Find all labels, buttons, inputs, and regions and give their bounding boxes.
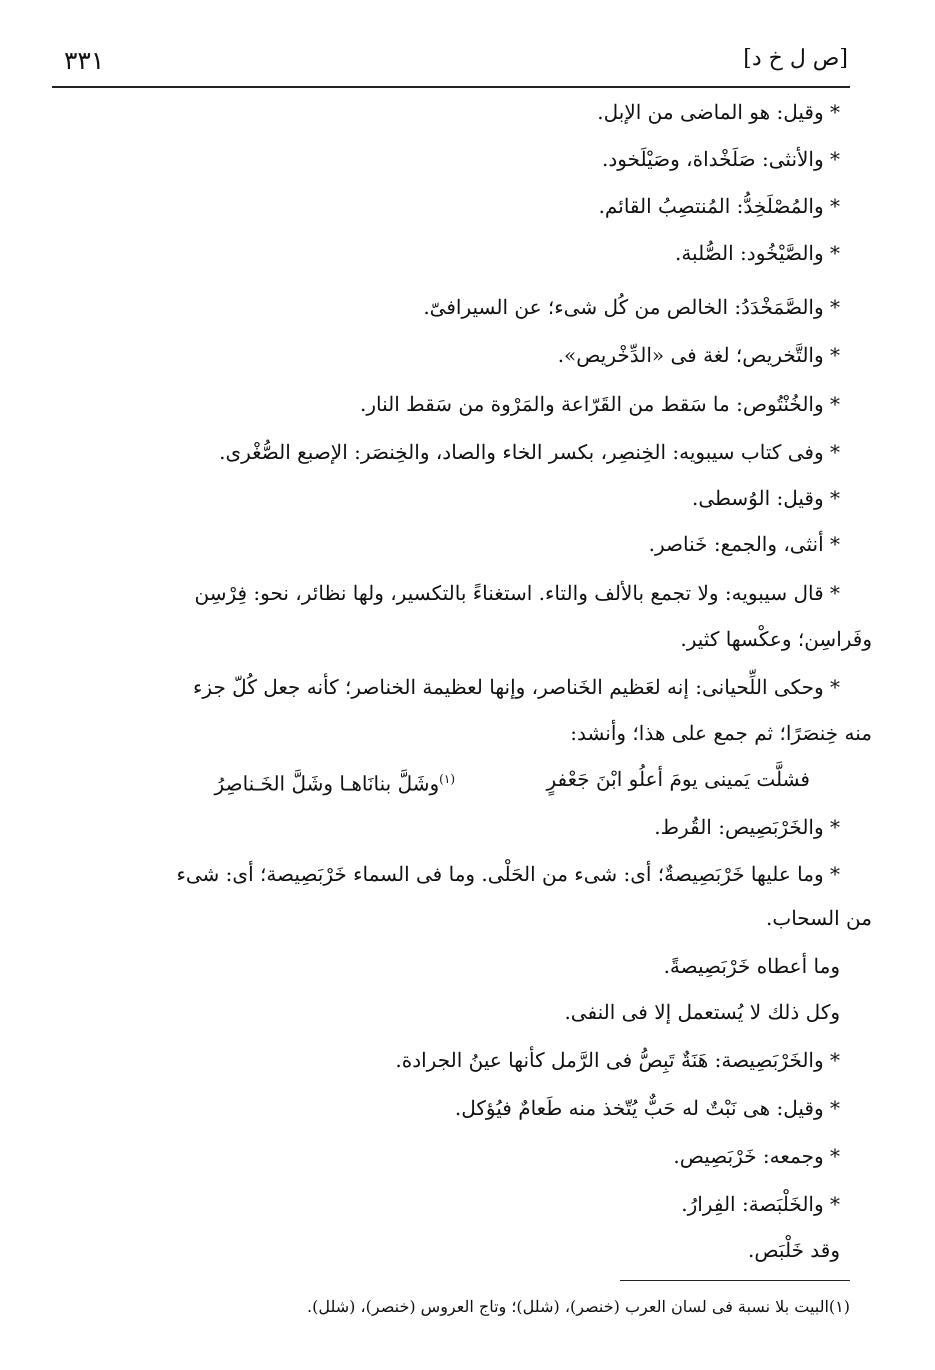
verse-hemistich-first: فشلَّت يَمينى يومَ أعلُو ابْنَ جَعْفرٍ [546,767,810,791]
page-header [50,44,850,84]
running-head: [ص ل خ د] [743,46,848,71]
text-line: * قال سيبويه: ولا تجمع بالألف والتاء. استغناءً بالتكسير، ولها نظائر، نحو: فِرْسِن [194,581,840,605]
text-line: * وفى كتاب سيبويه: الخِنصِر، بكسر الخاء والصاد، والخِنصَر: الإصبع الصُّغْرى. [219,440,840,464]
text-line: وما أعطاه خَرْبَصِيصةً. [663,954,840,978]
verse-hemistich-second [215,763,455,800]
text-line: منه خِنصَرًا؛ ثم جمع على هذا؛ وأنشد: [570,721,872,745]
verse-footnote-marker: (١) [439,772,455,786]
header-rule [52,86,850,88]
text-line: وفَراسِن؛ وعكْسها كثير. [680,627,872,651]
footnote-rule [620,1280,850,1281]
text-line: * أنثى، والجمع: خَناصر. [648,532,840,556]
text-line: * وقيل: هو الماضى من الإبل. [597,100,840,124]
text-line: * والتَّخريص؛ لغة فى «الدِّخْريص». [557,343,840,367]
text-line: * وقيل: الوُسطى. [691,486,840,510]
text-line: * والصَّيْخُود: الصُّلبة. [674,241,840,265]
text-line: * وما عليها خَرْبَصِيصةٌ؛ أى: شىء من الحَلْى. وما فى السماء خَرْبَصِيصة؛ أى: شىء [176,862,840,886]
text-line: من السحاب. [766,906,872,930]
text-line: * والخَلْبَصة: الفِرارُ. [681,1192,840,1216]
text-line: * وقيل: هى نَبْتٌ له حَبٌّ يُتّخذ منه طَعامٌ فيُؤكل. [454,1096,840,1120]
text-line: * والمُصْلَخِدُّ: المُنتصِبُ القائم. [598,194,840,218]
text-line: * والخُنْتُوص: ما سَقط من القَرّاعة والمَرْوة من سَقط النار. [359,392,840,416]
verse-hemistich-second-text: وشَلَّ بنانَاهـا وشَلَّ الخَـناصِرُ [214,771,440,796]
footnote: (١)البيت بلا نسبة فى لسان العرب (خنصر)، (شلل)؛ وتاج العروس (خنصر)، (شلل). [307,1297,850,1316]
text-line: وقد خَلْبَص. [748,1238,840,1262]
text-line: * والصَّمَخْدَدُ: الخالص من كُل شىء؛ عن السيرافىّ. [423,295,840,319]
text-line: * وحكى اللِّحيانى: إنه لعَظيم الخَناصر، وإنها لعظيمة الخناصر؛ كأنه جعل كُلّ جزء [193,675,840,699]
page-number: ٣٣١ [64,46,105,75]
text-line: * وجمعه: خَرْبَصِيص. [673,1144,840,1168]
text-line: * والخَرْبَصِيص: القُرط. [654,815,840,839]
text-line: * والأنثى: صَلَخْداة، وصَيْلَخود. [601,147,840,171]
text-line: وكل ذلك لا يُستعمل إلا فى النفى. [564,1000,840,1024]
text-line: * والخَرْبَصِيصة: هَنَةٌ تَبِصُّ فى الرَّمل كأنها عينُ الجرادة. [395,1048,840,1072]
